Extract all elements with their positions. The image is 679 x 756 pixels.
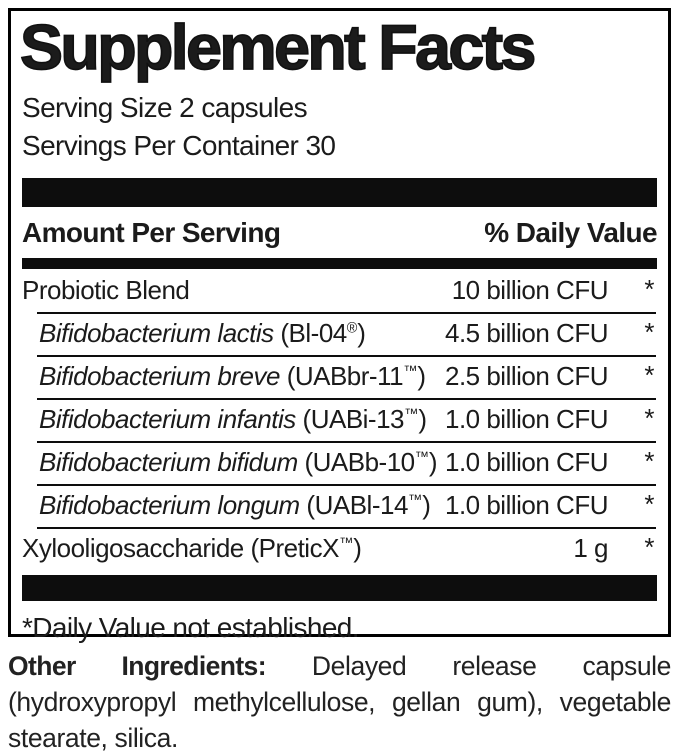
daily-value-footnote: *Daily Value not established. (22, 612, 359, 643)
row-separator (37, 398, 656, 400)
ingredient-row (22, 398, 657, 441)
ingredient-rows (22, 269, 657, 570)
supplement-facts-panel (8, 8, 671, 643)
ingredient-name: Bifidobacterium breve (UABbr-11™) (39, 361, 426, 391)
other-ingredients-text: Delayed release capsule (hydroxypropyl methylcellulose, gellan gum), vegetable stearate, silica. (8, 651, 671, 753)
daily-value-header: % Daily Value (484, 217, 657, 248)
table-header (22, 207, 657, 258)
ingredient-name: Xylooligosaccharide (PreticX™) (22, 533, 362, 563)
thick-divider-top (22, 178, 657, 207)
ingredient-row (22, 527, 657, 570)
daily-value-asterisk: * (644, 446, 654, 476)
medium-divider (22, 258, 657, 269)
panel-title: Supplement Facts (20, 12, 534, 84)
row-separator (37, 484, 656, 486)
ingredient-amount: 1 g (573, 533, 608, 563)
row-separator (37, 355, 656, 357)
daily-value-asterisk: * (644, 360, 654, 390)
ingredient-amount: 1.0 billion CFU (444, 404, 608, 434)
servings-per-container: Servings Per Container 30 (22, 130, 336, 161)
amount-per-serving-header: Amount Per Serving (22, 217, 281, 248)
ingredient-name: Probiotic Blend (22, 275, 190, 305)
ingredient-row (22, 269, 657, 312)
daily-value-asterisk: * (644, 532, 654, 562)
thick-divider-bottom (22, 575, 657, 601)
daily-value-asterisk: * (644, 489, 654, 519)
ingredient-name: Bifidobacterium lactis (Bl-04®) (39, 318, 366, 348)
serving-size: Serving Size 2 capsules (22, 92, 308, 123)
row-separator (37, 441, 656, 443)
ingredient-name: Bifidobacterium infantis (UABi-13™) (39, 404, 427, 434)
ingredient-amount: 2.5 billion CFU (444, 361, 608, 391)
ingredient-amount: 4.5 billion CFU (444, 318, 608, 348)
ingredient-name: Bifidobacterium bifidum (UABb-10™) (39, 447, 438, 477)
other-ingredients (8, 648, 671, 756)
daily-value-asterisk: * (644, 274, 654, 304)
row-separator (37, 527, 656, 529)
row-separator (37, 312, 656, 314)
daily-value-asterisk: * (644, 317, 654, 347)
ingredient-row (22, 355, 657, 398)
ingredient-amount: 10 billion CFU (451, 275, 608, 305)
ingredient-name: Bifidobacterium longum (UABl-14™) (39, 490, 431, 520)
ingredient-row (22, 312, 657, 355)
daily-value-asterisk: * (644, 403, 654, 433)
ingredient-row (22, 441, 657, 484)
ingredient-amount: 1.0 billion CFU (444, 447, 608, 477)
ingredient-row (22, 484, 657, 527)
other-ingredients-label: Other Ingredients: (8, 651, 266, 681)
ingredient-amount: 1.0 billion CFU (444, 490, 608, 520)
